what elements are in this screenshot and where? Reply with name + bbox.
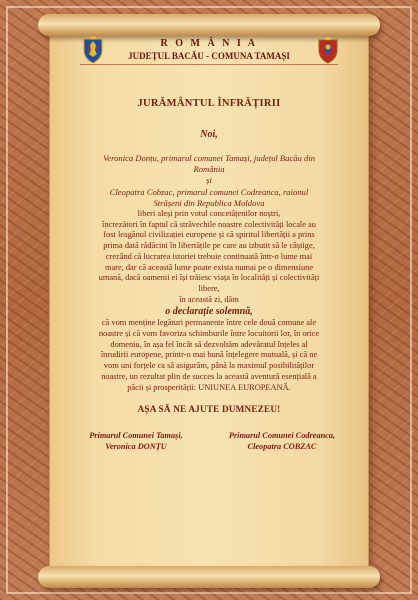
- body-line: noastre și că vom favoriza schimburile între locuitorii lor, în orice: [98, 329, 320, 339]
- moldova-coat-of-arms-icon: [316, 36, 340, 64]
- party-one-line: România: [193, 164, 225, 174]
- signature-right: [212, 430, 352, 452]
- signature-title: Primarul Comunei Tamași,: [89, 431, 183, 441]
- oath-body-continued: [60, 318, 358, 393]
- oath-body: [60, 209, 358, 305]
- party-one: [60, 153, 358, 175]
- signature-block: [60, 430, 358, 452]
- document-header: [60, 36, 358, 90]
- oath-document: [60, 36, 358, 556]
- body-line: înrudirii europene, printr-o mai bună înțelegere mutuală, și că ne: [100, 350, 318, 360]
- scroll-bottom-roll: [38, 566, 380, 588]
- signature-title: Primarul Comunei Codreanca,: [228, 431, 336, 441]
- header-country: R O M Â N I A: [160, 38, 258, 49]
- body-line: liberi aleși prin votul concetățenilor noștri,: [137, 209, 281, 218]
- signature-left: [66, 430, 206, 452]
- header-subtitle: JUDEȚUL BACĂU - COMUNA TAMAȘI: [128, 51, 290, 61]
- body-line: libere,: [198, 283, 220, 293]
- header-divider: [80, 64, 338, 65]
- body-line: prima dată rădăcini în libertățile pe care au izbutit să le câștige,: [103, 241, 315, 251]
- body-line: umană, dacă oamenii ei își trăiesc viața în localități și colectivități: [98, 273, 320, 283]
- party-one-line: Veronica Donțu, primarul comunei Tamași, județul Bacău din: [102, 153, 316, 163]
- body-line: domeniu, în așa fel încât să dezvoltăm adevăratul înțeles al: [110, 339, 308, 349]
- body-line: păcii și prosperității: UNIUNEA EUROPEANĂ.: [127, 382, 291, 392]
- body-line: noastre, un rezultat plin de succes la această aventură esențială a: [101, 371, 317, 381]
- body-line: fost leagănul civilizației europene și că spiritul libertății a prins: [103, 230, 315, 240]
- body-line: mare, dar că această lume poate exista numai pe o dimensiune: [104, 262, 314, 272]
- party-two-line: Cleopatra Cobzac, primarul comunei Codreanca, raionul: [109, 187, 309, 197]
- body-line: crezând că lucrarea istoriei trebuie continuată într-o lume mai: [105, 251, 313, 261]
- romania-coat-of-arms-icon: [82, 36, 104, 64]
- scroll-top-roll: [38, 14, 380, 36]
- party-two-line: Strășeni din Republica Moldova: [153, 198, 265, 208]
- oath-opening: Noi,: [200, 129, 218, 140]
- solemn-declaration: o declarație solemnă,: [165, 306, 253, 318]
- body-line: încrezători în faptul că străvechile noastre colectivități locale au: [102, 219, 316, 229]
- conjunction: și: [206, 175, 212, 185]
- body-line: în această zi, dăm: [179, 294, 239, 304]
- body-line: vom uni forțele ca să asigurăm, până la maximul posibilităților: [103, 361, 315, 371]
- document-title: JURĂMÂNTUL ÎNFRĂȚIRII: [137, 98, 281, 109]
- signature-name: Cleopatra COBZAC: [247, 442, 317, 452]
- signature-name: Veronica DONȚU: [105, 442, 167, 452]
- party-two: [60, 187, 358, 209]
- closing-invocation: AȘA SĂ NE AJUTE DUMNEZEU!: [137, 404, 281, 415]
- body-line: că vom menține legături permanente între cele două comune ale: [101, 318, 317, 328]
